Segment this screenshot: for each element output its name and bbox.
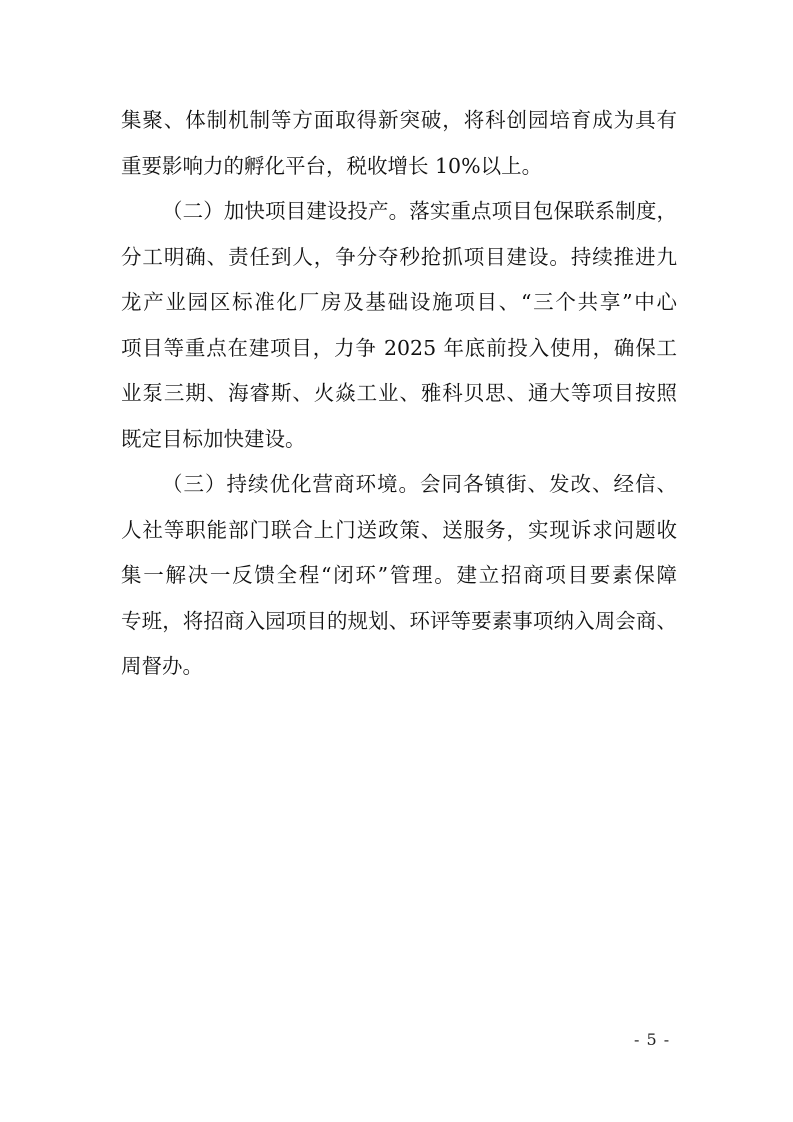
- paragraph-section-3: [121, 462, 677, 690]
- paragraph-section-2: [121, 189, 677, 462]
- section-heading-line: （三）持续优化营商环境。会同各镇街、发改、经信、: [162, 472, 677, 496]
- text-line: 业泵三期、海睿斯、火焱工业、雅科贝思、通大等项目按照: [121, 381, 677, 405]
- text-line: 重要影响力的孵化平台，税收增长 10%以上。: [121, 153, 543, 178]
- section-heading-line: （二）加快项目建设投产。落实重点项目包保联系制度，: [162, 199, 677, 223]
- text-line: 周督办。: [121, 654, 203, 678]
- text-line: 集一解决一反馈全程“闭环”管理。建立招商项目要素保障: [121, 563, 677, 587]
- text-line: 分工明确、责任到人，争分夺秒抢抓项目建设。持续推进九: [121, 244, 677, 269]
- text-line: 专班，将招商入园项目的规划、环评等要素事项纳入周会商、: [121, 608, 677, 633]
- text-line: 项目等重点在建项目，力争 2025 年底前投入使用，确保工: [121, 335, 677, 360]
- paragraph-continuation: [121, 98, 677, 189]
- text-line: 集聚、体制机制等方面取得新突破，将科创园培育成为具有: [121, 108, 677, 132]
- text-line: 人社等职能部门联合上门送政策、送服务，实现诉求问题收: [121, 517, 677, 542]
- text-line: 既定目标加快建设。: [121, 426, 306, 451]
- text-line: 龙产业园区标准化厂房及基础设施项目、“三个共享”中心: [121, 290, 677, 314]
- page-number: - 5 -: [634, 1030, 671, 1049]
- document-body: [121, 98, 677, 690]
